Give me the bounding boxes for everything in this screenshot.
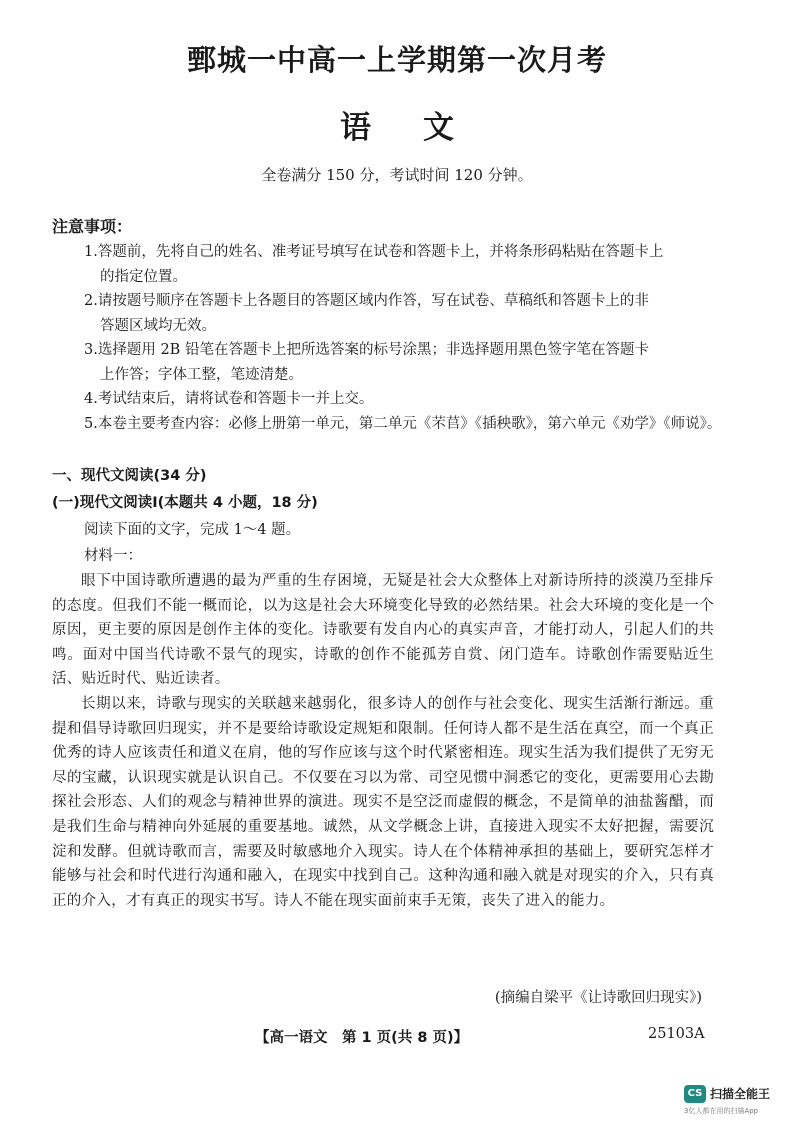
notice-num: 3. — [84, 342, 98, 358]
notice-num: 4. — [84, 391, 98, 407]
paper-code: 25103A — [648, 1026, 705, 1042]
subsection-title: (一)现代文阅读Ⅰ(本题共 4 小题，18 分) — [52, 495, 318, 511]
subject-title: 语文 — [340, 110, 506, 146]
section-title: 一、现代文阅读(34 分) — [52, 468, 207, 484]
notice-num: 5. — [84, 415, 98, 432]
passage-source: (摘编自梁平《让诗歌回归现实》) — [494, 990, 702, 1006]
watermark-app-name: 扫描全能王 — [710, 1087, 771, 1101]
score-info: 全卷满分 150 分，考试时间 120 分钟。 — [261, 166, 533, 184]
exam-title: 鄄城一中高一上学期第一次月考 — [186, 43, 607, 77]
notice-list — [84, 240, 724, 436]
page-label: 【高一语文 第 1 页(共 8 页)】 — [255, 1030, 469, 1046]
camscanner-logo-icon: CS — [684, 1085, 706, 1103]
watermark-tagline: 3亿人都在用的扫描App — [684, 1107, 759, 1115]
notice-title: 注意事项： — [52, 217, 133, 236]
passage — [52, 569, 714, 913]
notice-text: 选择题用 2B 铅笔在答题卡上把所选答案的标号涂黑；非选择题用黑色签字笔在答题卡 — [97, 342, 649, 358]
scanner-watermark — [684, 1083, 784, 1117]
notice-num: 2. — [84, 293, 98, 309]
notice-text: 请按题号顺序在答题卡上各题目的答题区域内作答，写在试卷、草稿纸和答题卡上的非 — [97, 293, 649, 309]
notice-item — [84, 412, 724, 437]
notice-item — [84, 338, 724, 387]
material-label: 材料一： — [84, 548, 142, 564]
notice-text: 考试结束后，请将试卷和答题卡一并上交。 — [97, 391, 374, 407]
notice-item — [84, 240, 724, 289]
notice-text: 答题区域均无效。 — [100, 317, 216, 334]
reading-instruction: 阅读下面的文字，完成 1～4 题。 — [84, 522, 301, 538]
notice-text: 上作答；字体工整，笔迹清楚。 — [100, 366, 303, 383]
passage-paragraph: 长期以来，诗歌与现实的关联越来越弱化，很多诗人的创作与社会变化、现实生活渐行渐远。重提和倡导诗歌回归现实，并不是要给诗歌设定规矩和限制。任何诗人都不是生活在真空，而一个真正优秀的诗人应该责任和道义在肩，他的写作应该与这个时代紧密相连。现实生活为我们提供了无穷无尽的宝藏，认识现实就是认识自己。不仅要在习以为常、司空见惯中洞悉它的变化，更需要用心去勘探社会形态、人们的观念与精神世界的演进。现实不是空泛而虚假的概念，不是简单的油盐酱醋，而是我们生命与精神向外延展的重要基地。诚然，从文学概念上讲，直接进入现实不太好把握，需要沉淀和发酵。但就诗歌而言，需要及时敏感地介入现实。诗人在个体精神承担的基础上，要研究怎样才能够与社会和时代进行沟通和融入，在现实中找到自己。这种沟通和融入就是对现实的介入，只有真正的介入，才有真正的现实书写。诗人不能在现实面前束手无策，丧失了进入的能力。 — [52, 695, 714, 909]
notice-text: 本卷主要考查内容：必修上册第一单元，第二单元《芣苢》《插秧歌》，第六单元《劝学》《师说》。 — [97, 415, 722, 432]
passage-paragraph: 眼下中国诗歌所遭遇的最为严重的生存困境，无疑是社会大众整体上对新诗所持的淡漠乃至排斥的态度。但我们不能一概而论，以为这是社会大环境变化导致的必然结果。社会大环境的变化是一个原因，更主要的原因是创作主体的变化。诗歌要有发自内心的真实声音，才能打动人，引起人们的共鸣。面对中国当代诗歌不景气的现实，诗歌的创作不能孤芳自赏、闭门造车。诗歌创作需要贴近生活、贴近时代、贴近读者。 — [52, 573, 714, 688]
notice-item — [84, 387, 724, 412]
notice-text: 的指定位置。 — [100, 268, 187, 285]
notice-item — [84, 289, 724, 338]
notice-text: 答题前，先将自己的姓名、准考证号填写在试卷和答题卡上，并将条形码粘贴在答题卡上 — [97, 244, 664, 260]
notice-num: 1. — [84, 244, 98, 260]
